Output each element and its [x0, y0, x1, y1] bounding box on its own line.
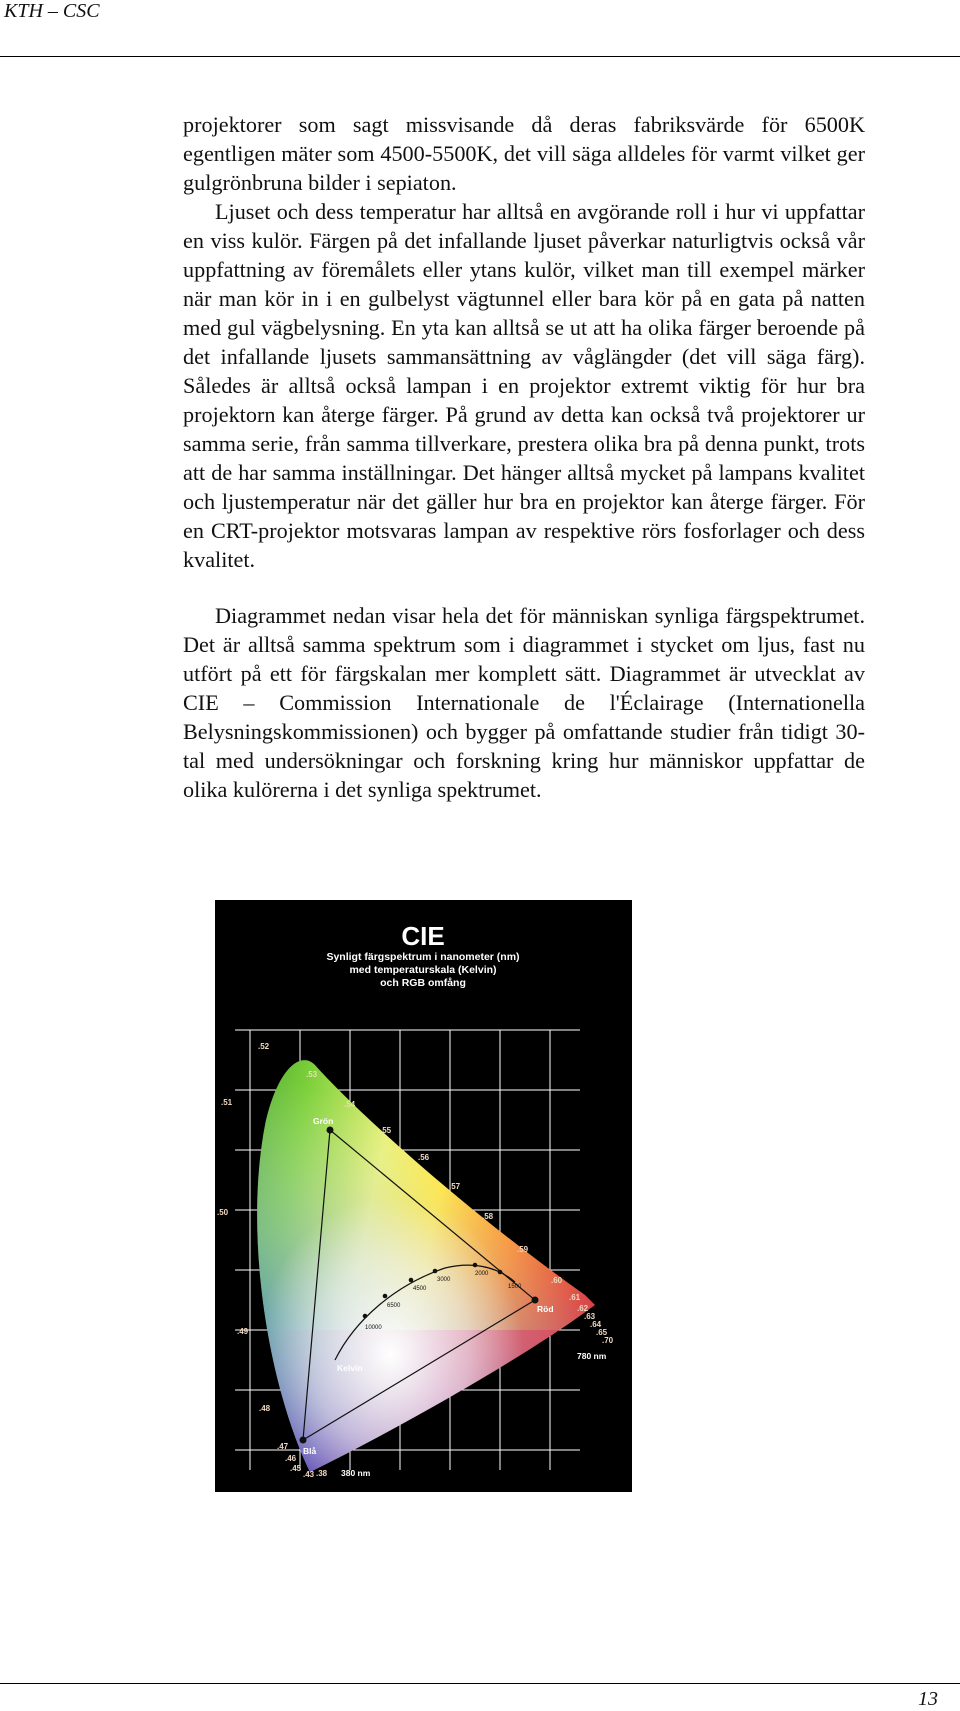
page-number: 13	[918, 1688, 938, 1710]
wl-52: .52	[258, 1042, 270, 1051]
kelvin-1500: 1500	[508, 1284, 522, 1290]
wl-60: .60	[551, 1276, 563, 1285]
blue-primary-dot	[300, 1437, 307, 1444]
circle	[409, 1278, 414, 1283]
wl-46: .46	[285, 1454, 297, 1463]
kelvin-2000: 2000	[475, 1271, 489, 1277]
wl-64: .64	[590, 1320, 602, 1329]
figure-subtitle-1: Synligt färgspektrum i nanometer (nm)	[326, 951, 520, 963]
red-primary-dot	[532, 1297, 539, 1304]
wl-50: .50	[217, 1208, 229, 1217]
label-780nm: 780 nm	[577, 1351, 607, 1361]
paragraph-1: projektorer som sagt missvisande då deras fabriksvärde för 6500K egentligen mäter som 4500-5500K, det vill säga alldeles för varmt vilket ger gulgrönbruna bilder i sepiaton.	[183, 112, 865, 195]
kelvin-10000: 10000	[365, 1325, 382, 1331]
figure-subtitle-3: och RGB omfång	[380, 977, 466, 989]
wl-54: .54	[344, 1100, 356, 1109]
wl-53: .53	[306, 1070, 318, 1079]
cie-diagram-figure	[215, 900, 632, 1492]
figure-title: CIE	[401, 921, 445, 951]
wl-47: .47	[277, 1442, 289, 1451]
kelvin-3000: 3000	[437, 1277, 451, 1283]
circle	[498, 1270, 503, 1275]
wl-58: .58	[482, 1212, 494, 1221]
wl-49: .49	[237, 1327, 249, 1336]
figure-subtitle-2: med temperaturskala (Kelvin)	[349, 964, 497, 976]
circle	[383, 1294, 388, 1299]
wl-70: .70	[602, 1336, 614, 1345]
running-header: KTH – CSC	[4, 0, 100, 22]
wl-45: .45	[290, 1464, 302, 1473]
wl-56: .56	[418, 1153, 430, 1162]
wl-55: .55	[380, 1126, 392, 1135]
label-blue: Blå	[303, 1446, 317, 1456]
wl-38: .38	[316, 1469, 328, 1478]
wl-63: .63	[584, 1312, 596, 1321]
kelvin-6500: 6500	[387, 1303, 401, 1309]
circle	[433, 1269, 438, 1274]
green-primary-dot	[327, 1127, 334, 1134]
label-red: Röd	[537, 1304, 554, 1314]
wl-61: .61	[569, 1293, 581, 1302]
kelvin-4500: 4500	[413, 1286, 427, 1292]
paragraph-3: Diagrammet nedan visar hela det för människan synliga färgspektrumet. Det är alltså samma spektrum som i diagrammet i stycket om ljus, fast nu utfört på ett för färgskalan mer komplett sätt. Diagrammet är utvecklat av CIE – Commission Internationale de l'Éclairage (Internationella Belysningskommissionen) och bygger på omfattande studier från tidigt 30-tal med undersökningar och forskning kring hur människor uppfattar de olika kulörerna i det synliga spektrumet.	[183, 603, 865, 802]
wl-62: .62	[577, 1304, 589, 1313]
wl-48: .48	[259, 1404, 271, 1413]
wl-59: .59	[517, 1245, 529, 1254]
label-380nm: 380 nm	[341, 1468, 371, 1478]
wl-51: .51	[221, 1098, 233, 1107]
wl-65: .65	[596, 1328, 608, 1337]
footer-rule	[0, 1683, 960, 1684]
cie-diagram	[215, 900, 632, 1492]
label-green: Grön	[313, 1116, 334, 1126]
circle	[473, 1263, 478, 1268]
paragraph-2: Ljuset och dess temperatur har alltså en avgörande roll i hur vi uppfattar en viss kulör. Färgen på det infallande ljuset påverkar naturligtvis också vår uppfattning av föremålets eller ytans kulör, vilket man till exempel märker när man kör in i en gulbelyst vägtunnel eller bara kör på en gata på natten med gul vägbelysning. En yta kan alltså se ut att ha olika färger beroende på det infallande ljusets sammansättning av våglängder (det vill säga färg). Således är alltså också lampan i en projektor extremt viktig för hur bra projektorn kan återge färger. På grund av detta kan också två projektorer ur samma serie, från samma tillverkare, prestera olika bra på denna punkt, trots att de har samma inställningar. Det hänger alltså mycket på lampans kvalitet och ljustemperatur när det gäller hur bra en projektor kan återge färger. För en CRT-projektor motsvaras lampan av respektive rörs fosforlager och dess kvalitet.	[183, 199, 865, 572]
circle	[363, 1314, 368, 1319]
wl-43: .43	[303, 1470, 315, 1479]
label-kelvin: Kelvin	[337, 1363, 363, 1373]
body-text	[183, 110, 865, 804]
header-rule	[0, 56, 960, 57]
wl-57: .57	[449, 1182, 461, 1191]
spectral-locus	[215, 1000, 632, 1492]
